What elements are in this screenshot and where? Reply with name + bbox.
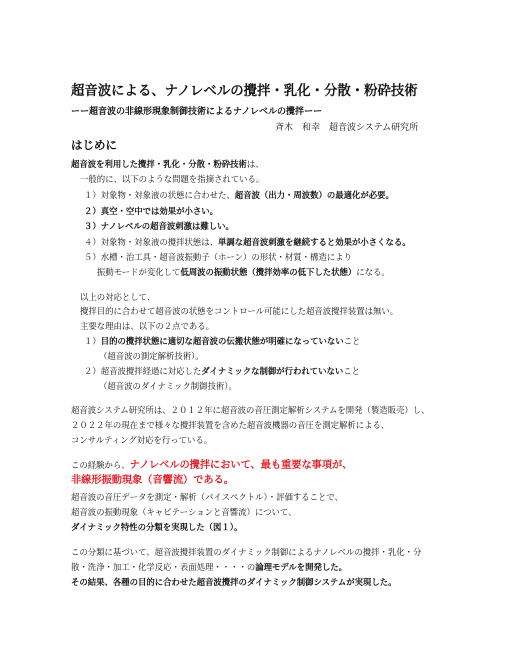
problem-text: ５）水槽・治工具・超音波振動子（ホーン）の形状・材質・構造により (84, 252, 352, 262)
response-line-3: 主要な理由は、以下の２点である。 (80, 321, 214, 331)
reason-2 (84, 365, 360, 377)
response-line-2: 攪拌目的に合わせて超音波の状態をコントロール可能にした超音波攪拌装置は無い。 (80, 306, 399, 316)
reason-2-note: （超音波のダイナミック制御技術）。 (99, 381, 237, 391)
experience-line-1 (71, 459, 352, 472)
history-line-3: コンサルティング対応を行っている。 (71, 435, 213, 445)
problem-5-continued (97, 266, 390, 278)
experience-line-2 (71, 474, 234, 487)
reason-text: ２）超音波攪拌経過に対応した (84, 366, 202, 376)
experience-emphasis: ダイナミック特性の分類を実現した（図１）。 (71, 522, 243, 532)
problem-emphasis: ２）真空・空中では効果が小さい。 (84, 206, 218, 216)
problem-3 (84, 220, 234, 232)
document-title: 超音波による、ナノレベルの攪拌・乳化・分散・粉砕技術 (71, 84, 418, 99)
experience-highlight-1: ナノレベルの攪拌において、最も重要な事項が、 (129, 460, 353, 471)
problem-emphasis: ３）ナノレベルの超音波刺激は難しい。 (84, 221, 234, 231)
conclusion-line-3 (71, 576, 396, 588)
problem-text: ４）対象物・対象液の攪拌状態は、 (84, 237, 218, 247)
reason-emphasis: 目的の攪拌状態に適切な超音波の伝搬状態が明確になっていない (100, 336, 344, 346)
problem-5 (84, 251, 352, 263)
problem-emphasis: 超音波（出力・周波数）の最適化が必要。 (234, 190, 394, 200)
intro-lead-bold: 超音波を利用した攪拌・乳化・分散・粉砕技術 (71, 159, 247, 169)
reason-1 (84, 335, 360, 347)
experience-highlight-2: 非線形振動現象（音響流）である。 (71, 475, 234, 486)
history-line-1: 超音波システム研究所は、２０１２年に超音波の音圧測定解析システムを開発（製造販売）し、 (71, 405, 430, 415)
problem-1 (84, 189, 394, 201)
reason-text-end: こと (343, 336, 361, 346)
history-line-2: ２０２２年の現在まで様々な攪拌装置を含めた超音波機器の音圧を測定解析による、 (71, 420, 390, 430)
reason-emphasis: ダイナミックな制御が行われていない (201, 366, 344, 376)
problem-text-end: になる。 (356, 267, 390, 277)
problem-text: １）対象物・対象液の状態に合わせた、 (84, 190, 235, 200)
intro-line-2: 一般的に、以下のような問題を指摘されている。 (80, 174, 265, 184)
conclusion-text: 散・洗浄・加工・化学反応・表面処理・・・・の (71, 562, 256, 572)
author-line: 斉木 和幸 超音波システム研究所 (275, 123, 419, 133)
intro-line-1 (71, 158, 264, 170)
conclusion-result: その結果、各種の目的に合わせた超音波攪拌のダイナミック制御システムが実現した。 (71, 577, 397, 587)
problem-2 (84, 205, 218, 217)
reason-text: １） (84, 336, 101, 346)
response-line-1: 以上の対応として、 (80, 292, 156, 302)
problem-4 (84, 236, 411, 248)
section-heading: はじめに (71, 138, 117, 152)
problem-emphasis: 低周波の振動状態（攪拌効率の低下した状態） (180, 267, 357, 277)
problem-text: 振動モードが変化して (97, 267, 181, 277)
conclusion-emphasis: 論理モデルを開発した。 (255, 562, 347, 572)
conclusion-line-2 (71, 561, 347, 573)
experience-line-5 (71, 521, 242, 533)
experience-line-3: 超音波の音圧データを測定・解析（パイスペクトル）・評価することで、 (71, 492, 343, 502)
document-subtitle: ーー超音波の非線形現象制御技術によるナノレベルの攪拌ーー (71, 107, 323, 117)
intro-lead-rest: は、 (246, 159, 264, 169)
conclusion-line-1: この分類に基づいて、超音波攪拌装置のダイナミック制御によるナノレベルの攪拌・乳化・分 (71, 547, 422, 557)
experience-line-4: 超音波の振動現象（キャビテーションと音響流）について、 (71, 507, 297, 517)
reason-text-end: こと (343, 366, 361, 376)
reason-1-note: （超音波の測定解析技術）。 (99, 351, 204, 361)
experience-pre: この経験から、 (71, 460, 130, 470)
problem-emphasis: 単調な超音波刺激を継続すると効果が小さくなる。 (218, 237, 411, 247)
